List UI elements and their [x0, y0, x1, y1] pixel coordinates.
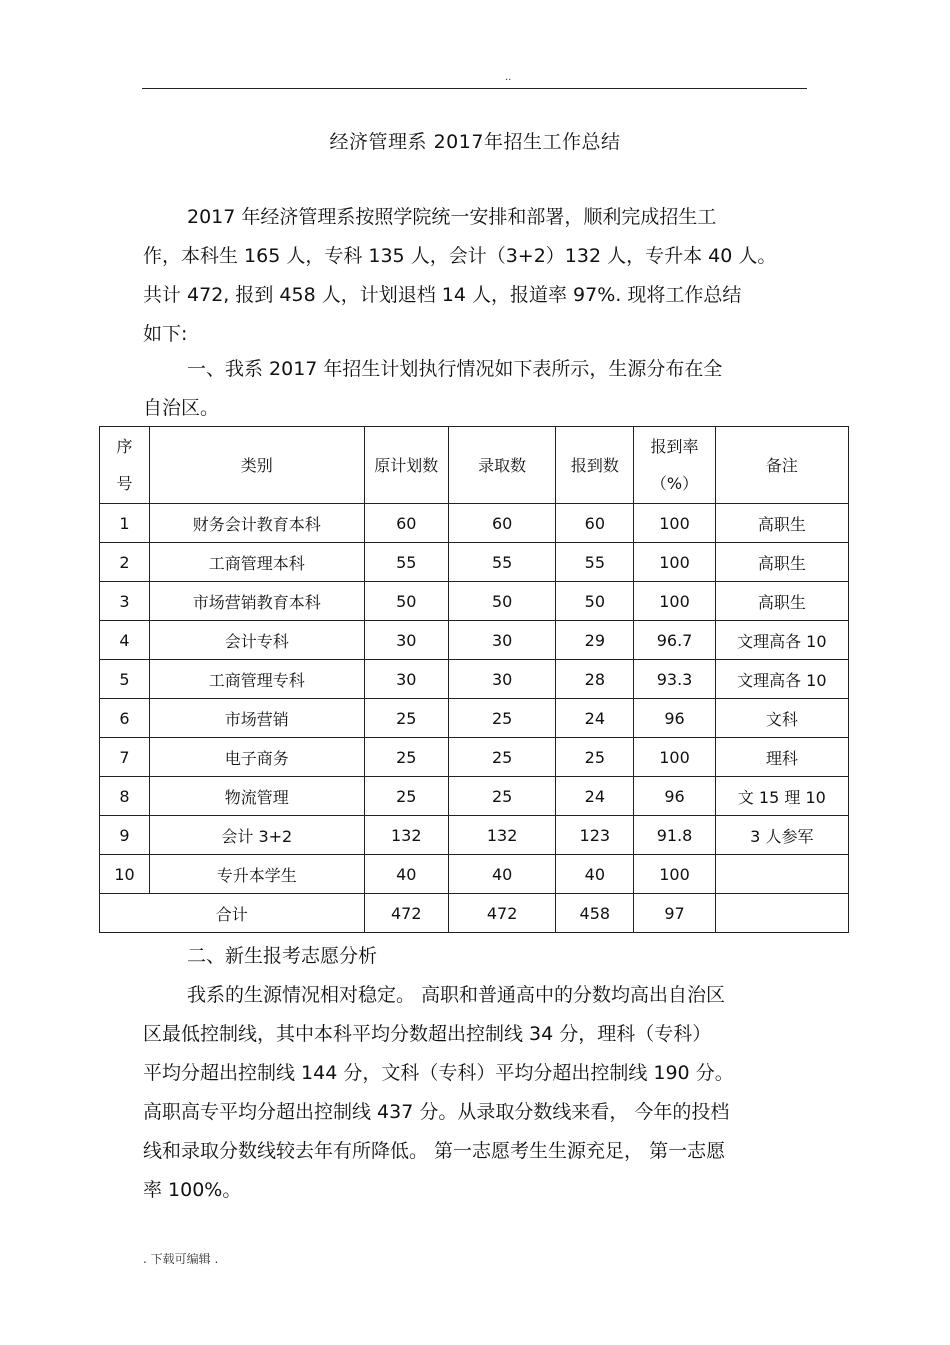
- table-row: [100, 699, 849, 738]
- text-line: 我系的生源情况相对稳定。 高职和普通高中的分数均高出自治区: [187, 984, 726, 1006]
- text-line: 一、我系 2017 年招生计划执行情况如下表所示，生源分布在全: [187, 358, 723, 380]
- cell-rate: 100: [634, 582, 715, 621]
- header-rule: [142, 88, 807, 89]
- cell-planned: 55: [364, 543, 448, 582]
- cell-category: 财务会计教育本科: [150, 504, 365, 543]
- cell-rate: 100: [634, 504, 715, 543]
- cell-reported: 123: [556, 816, 634, 855]
- header-text: 报到率: [650, 437, 699, 456]
- cell-rate: 100: [634, 855, 715, 894]
- text-line: 率 100%。: [143, 1179, 242, 1201]
- cell-category: 电子商务: [150, 738, 365, 777]
- cell-admitted: 55: [448, 543, 555, 582]
- cell-remark: [715, 855, 848, 894]
- section2-paragraph: [143, 976, 813, 1210]
- cell-reported: 29: [556, 621, 634, 660]
- cell-planned: 25: [364, 699, 448, 738]
- col-header-category: 类别: [150, 427, 365, 504]
- cell-admitted: 60: [448, 504, 555, 543]
- table-row: [100, 738, 849, 777]
- cell-reported: 28: [556, 660, 634, 699]
- cell-no: 8: [100, 777, 150, 816]
- page-title: 经济管理系 2017年招生工作总结: [329, 131, 621, 153]
- cell-rate: 96.7: [634, 621, 715, 660]
- cell-planned: 30: [364, 660, 448, 699]
- cell-admitted: 30: [448, 660, 555, 699]
- table-row: [100, 582, 849, 621]
- cell-no: 9: [100, 816, 150, 855]
- cell-reported: 25: [556, 738, 634, 777]
- cell-remark: 文科: [715, 699, 848, 738]
- cell-rate: 100: [634, 738, 715, 777]
- table-row: [100, 855, 849, 894]
- cell-admitted: 25: [448, 699, 555, 738]
- cell-no: 3: [100, 582, 150, 621]
- cell-remark: 3 人参军: [715, 816, 848, 855]
- header-text: （%）: [650, 474, 699, 493]
- cell-admitted: 40: [448, 855, 555, 894]
- cell-no: 4: [100, 621, 150, 660]
- table-total-row: [100, 894, 849, 933]
- header-mark: ..: [505, 72, 512, 83]
- page-footer: . 下载可编辑 .: [143, 1252, 219, 1266]
- cell-no: 10: [100, 855, 150, 894]
- cell-rate: 91.8: [634, 816, 715, 855]
- cell-reported: 50: [556, 582, 634, 621]
- table-row: [100, 660, 849, 699]
- cell-admitted: 132: [448, 816, 555, 855]
- cell-rate: 100: [634, 543, 715, 582]
- section1-paragraph: [143, 350, 813, 428]
- enrollment-table: [99, 426, 849, 933]
- col-header-rate: [634, 427, 715, 504]
- cell-remark: 高职生: [715, 543, 848, 582]
- text-line: 线和录取分数线较去年有所降低。 第一志愿考生生源充足， 第一志愿: [143, 1140, 726, 1162]
- text-line: 区最低控制线，其中本科平均分数超出控制线 34 分，理科（专科）: [143, 1023, 712, 1045]
- col-header-remark: 备注: [715, 427, 848, 504]
- cell-no: 6: [100, 699, 150, 738]
- cell-admitted: 30: [448, 621, 555, 660]
- cell-category: 专升本学生: [150, 855, 365, 894]
- table-row: [100, 621, 849, 660]
- cell-remark: 文理高各 10: [715, 621, 848, 660]
- cell-remark: 高职生: [715, 582, 848, 621]
- cell-remark: 高职生: [715, 504, 848, 543]
- cell-planned: 50: [364, 582, 448, 621]
- table-row: [100, 777, 849, 816]
- text-line: 如下:: [143, 323, 188, 345]
- cell-planned: 25: [364, 738, 448, 777]
- table-row: [100, 543, 849, 582]
- cell-remark: 理科: [715, 738, 848, 777]
- header-text: 序: [116, 437, 133, 456]
- table-row: [100, 816, 849, 855]
- cell-rate: 96: [634, 699, 715, 738]
- cell-no: 2: [100, 543, 150, 582]
- cell-no: 5: [100, 660, 150, 699]
- cell-remark: 文 15 理 10: [715, 777, 848, 816]
- cell-category: 会计专科: [150, 621, 365, 660]
- text-line: 共计 472, 报到 458 人，计划退档 14 人，报道率 97%. 现将工作总结: [143, 284, 742, 306]
- text-line: 作，本科生 165 人，专科 135 人，会计（3+2）132 人，专升本 40 人。: [143, 245, 777, 267]
- cell-total-planned: 472: [364, 894, 448, 933]
- cell-planned: 25: [364, 777, 448, 816]
- cell-admitted: 25: [448, 777, 555, 816]
- header-text: 号: [116, 474, 133, 493]
- table-header-row: [100, 427, 849, 504]
- col-header-no: [100, 427, 150, 504]
- text-line: 2017 年经济管理系按照学院统一安排和部署，顺利完成招生工: [187, 206, 717, 228]
- cell-admitted: 50: [448, 582, 555, 621]
- text-line: 自治区。: [143, 397, 220, 419]
- cell-reported: 55: [556, 543, 634, 582]
- cell-category: 会计 3+2: [150, 816, 365, 855]
- cell-planned: 40: [364, 855, 448, 894]
- cell-category: 工商管理本科: [150, 543, 365, 582]
- cell-remark: 文理高各 10: [715, 660, 848, 699]
- cell-rate: 96: [634, 777, 715, 816]
- cell-rate: 93.3: [634, 660, 715, 699]
- cell-total-rate: 97: [634, 894, 715, 933]
- cell-admitted: 25: [448, 738, 555, 777]
- cell-total-reported: 458: [556, 894, 634, 933]
- intro-paragraph: [143, 198, 813, 354]
- cell-no: 7: [100, 738, 150, 777]
- cell-category: 工商管理专科: [150, 660, 365, 699]
- cell-total-admitted: 472: [448, 894, 555, 933]
- cell-category: 物流管理: [150, 777, 365, 816]
- cell-category: 市场营销教育本科: [150, 582, 365, 621]
- col-header-admitted: 录取数: [448, 427, 555, 504]
- section-heading: 二、新生报考志愿分析: [187, 945, 378, 967]
- cell-reported: 24: [556, 777, 634, 816]
- cell-reported: 40: [556, 855, 634, 894]
- text-line: 高职高专平均分超出控制线 437 分。从录取分数线来看， 今年的投档: [143, 1101, 730, 1123]
- text-line: 平均分超出控制线 144 分，文科（专科）平均分超出控制线 190 分。: [143, 1062, 734, 1084]
- cell-total-label: 合计: [100, 894, 365, 933]
- section2-heading: [143, 937, 813, 976]
- table-row: [100, 504, 849, 543]
- col-header-planned: 原计划数: [364, 427, 448, 504]
- cell-planned: 60: [364, 504, 448, 543]
- cell-no: 1: [100, 504, 150, 543]
- cell-total-remark: [715, 894, 848, 933]
- col-header-reported: 报到数: [556, 427, 634, 504]
- cell-planned: 30: [364, 621, 448, 660]
- cell-category: 市场营销: [150, 699, 365, 738]
- cell-reported: 24: [556, 699, 634, 738]
- cell-reported: 60: [556, 504, 634, 543]
- cell-planned: 132: [364, 816, 448, 855]
